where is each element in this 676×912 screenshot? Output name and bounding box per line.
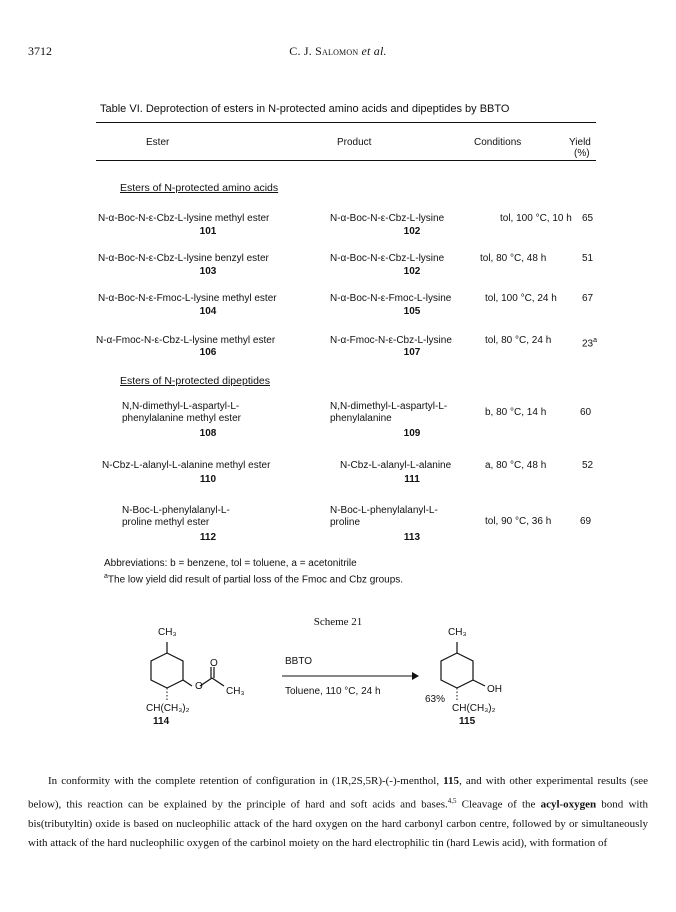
text-run: , and with other experimental results (see below), this reaction can be explained by the principle of hard and soft acids and bases. — [28, 775, 648, 811]
product-name: N-Boc-L-phenylalanyl-L- — [330, 505, 438, 516]
yield: 69 — [580, 516, 592, 527]
product-compound-number: 102 — [403, 226, 421, 237]
reaction-conditions: Toluene, 110 °C, 24 h — [285, 686, 381, 697]
running-head — [0, 44, 676, 59]
conditions: tol, 80 °C, 24 h — [485, 335, 552, 346]
table-caption: Table VI. Deprotection of esters in N-protected amino acids and dipeptides by BBTO — [100, 103, 510, 115]
product-compound-number: 111 — [404, 474, 420, 485]
running-head-author: C. J. Salomon — [289, 44, 359, 58]
ester-name: N-α-Boc-N-ε-Cbz-L-lysine methyl ester — [98, 213, 270, 224]
column-header-product: Product — [337, 137, 372, 148]
ester-name: N,N-dimethyl-L-aspartyl-L- — [122, 401, 240, 412]
ester-name: N-α-Boc-N-ε-Cbz-L-lysine benzyl ester — [98, 253, 269, 264]
conditions: tol, 100 °C, 10 h — [500, 213, 572, 224]
product-compound-number: 102 — [403, 266, 421, 277]
yield: 60 — [580, 407, 592, 418]
paragraph-text — [28, 772, 648, 854]
column-header-ester: Ester — [146, 137, 170, 148]
product-name: N-α-Boc-N-ε-Cbz-L-lysine — [330, 213, 445, 224]
reaction-arrow — [280, 670, 420, 682]
isopropyl-label: CH(CH₃)₂ — [146, 703, 190, 714]
ch3-label: CH₃ — [448, 627, 467, 638]
ester-compound-number: 103 — [199, 266, 217, 277]
product-name-line2: proline — [330, 517, 361, 528]
ester-name-line2: proline methyl ester — [122, 517, 210, 528]
column-header-conditions: Conditions — [474, 137, 522, 148]
product-name: N-α-Fmoc-N-ε-Cbz-L-lysine — [330, 335, 452, 346]
footnote-mark: a — [104, 573, 108, 580]
body-paragraph — [28, 772, 648, 854]
yield: 52 — [582, 460, 594, 471]
citation: 4,5 — [447, 796, 457, 805]
abbreviations-note: Abbreviations: b = benzene, tol = toluene, a = acetonitrile — [104, 558, 357, 569]
ester-compound-number: 112 — [199, 532, 217, 543]
yield: 51 — [582, 253, 594, 264]
product-compound-number: 113 — [403, 532, 421, 543]
running-head-etal: et al. — [358, 44, 387, 58]
ch3-label: CH₃ — [158, 627, 177, 638]
conditions: tol, 90 °C, 36 h — [485, 516, 552, 527]
yield: 67 — [582, 293, 594, 304]
emphasis: acyl-oxygen — [540, 798, 597, 811]
footnote-mark: a — [593, 337, 598, 344]
column-header-yield: Yield — [569, 137, 591, 148]
carbonyl-oxygen-label: O — [210, 658, 218, 669]
ester-oxygen-label: O — [195, 681, 203, 692]
ester-name: N-Boc-L-phenylalanyl-L- — [122, 505, 230, 516]
reaction-yield: 63% — [425, 694, 446, 705]
ester-name: N-α-Boc-N-ε-Fmoc-L-lysine methyl ester — [98, 293, 277, 304]
text-run: In conformity with the complete retention of configuration in (1R,2S,5R)-(-)-menthol, — [48, 775, 444, 787]
compound-number-114: 114 — [153, 716, 170, 727]
footnote-text: The low yield did result of partial loss of the Fmoc and Cbz groups. — [107, 574, 404, 586]
column-header-yield-unit: (%) — [574, 148, 590, 159]
section-heading-amino-acids: Esters of N-protected amino acids — [120, 182, 279, 194]
table-top-rule — [96, 122, 596, 123]
compound-number-115: 115 — [459, 716, 476, 727]
product-name-line2: phenylalanine — [330, 413, 392, 424]
acetyl-ch3-label: CH₃ — [226, 686, 245, 697]
conditions: tol, 80 °C, 48 h — [480, 253, 547, 264]
product-compound-number: 105 — [403, 306, 421, 317]
yield-value: 23 — [582, 338, 594, 350]
product-compound-number: 109 — [403, 428, 421, 439]
ester-name: N-Cbz-L-alanyl-L-alanine methyl ester — [102, 460, 271, 471]
scheme-title: Scheme 21 — [313, 616, 363, 628]
product-compound-number: 107 — [403, 347, 421, 358]
isopropyl-label: CH(CH₃)₂ — [452, 703, 496, 714]
compound-ref: 115 — [443, 775, 460, 787]
text-run: bond with bis(tributyltin) oxide is based on nucleophilic attack of the hard oxygen on the hard carbonyl carbon centre, followed by or simultaneously with attack of the hard nucleophilic oxygen of the carbinol moiety on the hard electrophilic tin (hard Lewis acid), with formation of — [28, 798, 648, 850]
page-number: 3712 — [28, 44, 52, 58]
product-name: N-α-Boc-N-ε-Fmoc-L-lysine — [330, 293, 452, 304]
conditions: a, 80 °C, 48 h — [485, 460, 547, 471]
reagent-label: BBTO — [285, 656, 313, 667]
table-footnote — [104, 573, 403, 585]
ester-compound-number: 104 — [199, 306, 217, 317]
conditions: b, 80 °C, 14 h — [485, 407, 547, 418]
conditions: tol, 100 °C, 24 h — [485, 293, 557, 304]
hydroxyl-label: OH — [487, 684, 502, 695]
text-run: Cleavage of the — [456, 798, 541, 811]
yield: 65 — [582, 213, 594, 224]
ester-name: N-α-Fmoc-N-ε-Cbz-L-lysine methyl ester — [96, 335, 276, 346]
ester-compound-number: 108 — [199, 428, 217, 439]
ester-name-line2: phenylalanine methyl ester — [122, 413, 241, 424]
ester-compound-number: 110 — [199, 474, 217, 485]
ester-compound-number: 106 — [199, 347, 217, 358]
product-name: N,N-dimethyl-L-aspartyl-L- — [330, 401, 448, 412]
yield — [582, 335, 597, 350]
product-name: N-α-Boc-N-ε-Cbz-L-lysine — [330, 253, 445, 264]
ester-compound-number: 101 — [199, 226, 217, 237]
table-header-rule — [96, 160, 596, 161]
section-heading-dipeptides: Esters of N-protected dipeptides — [120, 375, 270, 387]
product-name: N-Cbz-L-alanyl-L-alanine — [340, 460, 452, 471]
